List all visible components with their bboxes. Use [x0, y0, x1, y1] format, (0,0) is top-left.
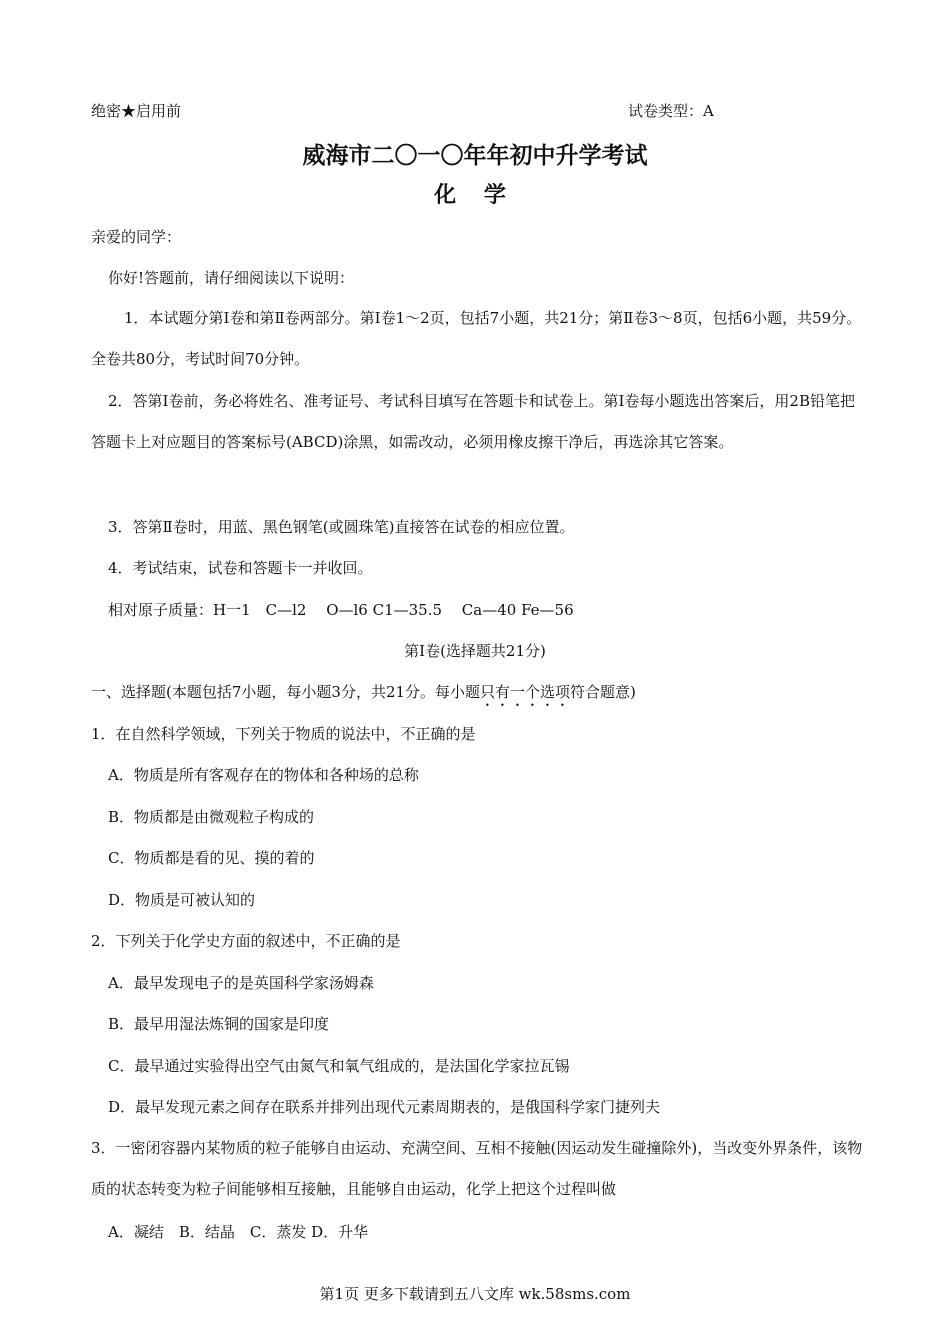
atomic-mass-line: 相对原子质量：H一1 C—l2 O—l6 C1—35.5 Ca—40 Fe—56	[108, 601, 574, 619]
intro-text: 你好!答题前，请仔细阅读以下说明：	[108, 269, 355, 287]
part-1-lead: 一、选择题(本题包括7小题，每小题3分，共21分。每小题	[91, 683, 481, 701]
question-2-option-d: D．最早发现元素之间存在联系并排列出现代元素周期表的，是俄国科学家门捷列夫	[108, 1098, 661, 1116]
greeting: 亲爱的同学：	[91, 228, 182, 246]
question-2-option-c: C．最早通过实验得出空气由氮气和氧气组成的，是法国化学家拉瓦锡	[108, 1057, 570, 1075]
part-1-tail: 符合题意)	[570, 683, 636, 701]
confidential-label: 绝密★启用前	[91, 102, 182, 120]
instruction-2: 2．答第Ⅰ卷前，务必将姓名、准考证号、考试科目填写在答题卡和试卷上。第Ⅰ卷每小题选出答案后，用2B铅笔把答题卡上对应题目的答案标号(ABCD)涂黑，如需改动，必须用橡皮擦干净后，再选涂其它答案。	[91, 392, 855, 451]
question-1-option-b: B．物质都是由微观粒子构成的	[108, 808, 315, 826]
question-1-option-c: C．物质都是看的见、摸的着的	[108, 849, 315, 867]
question-2-stem: 2．下列关于化学史方面的叙述中，不正确的是	[91, 932, 401, 950]
question-3-stem: 3．一密闭容器内某物质的粒子能够自由运动、充满空间、互相不接触(因运动发生碰撞除外)，当改变外界条件，该物质的状态转变为粒子间能够相互接触，且能够自由运动，化学上把这个过程叫做	[91, 1139, 863, 1198]
question-1-option-a: A．物质是所有客观存在的物体和各种场的总称	[108, 766, 419, 784]
question-2-option-b: B．最早用湿法炼铜的国家是印度	[108, 1015, 330, 1033]
instruction-1: 1．本试题分第Ⅰ卷和第Ⅱ卷两部分。第Ⅰ卷1～2页，包括7小题，共21分；第Ⅱ卷3～8页，包括6小题，共59分。全卷共80分，考试时间70分钟。	[91, 309, 862, 368]
paper-type-label: 试卷类型：A	[628, 102, 714, 120]
question-3-options: A．凝结 B．结晶 C．蒸发 D．升华	[108, 1223, 369, 1241]
question-2-option-a: A．最早发现电子的是英国科学家汤姆森	[108, 974, 374, 992]
section-1-title: 第Ⅰ卷(选择题共21分)	[404, 642, 546, 660]
part-1-emphasis: 只有一个选项	[480, 683, 571, 701]
question-1-option-d: D．物质是可被认知的	[108, 891, 256, 909]
subject-title: 化 学	[434, 182, 516, 208]
question-1-stem: 1．在自然科学领域，下列关于物质的说法中，不正确的是	[91, 725, 476, 743]
instruction-3: 3．答第Ⅱ卷时，用蓝、黑色钢笔(或圆珠笔)直接答在试卷的相应位置。	[108, 518, 575, 536]
part-1-heading	[91, 682, 636, 710]
instruction-4: 4．考试结束，试卷和答题卡一并收回。	[108, 559, 373, 577]
page-footer: 第1页 更多下载请到五八文库 wk.58sms.com	[319, 1285, 631, 1303]
exam-title: 威海市二〇一〇年年初中升学考试	[302, 142, 648, 169]
